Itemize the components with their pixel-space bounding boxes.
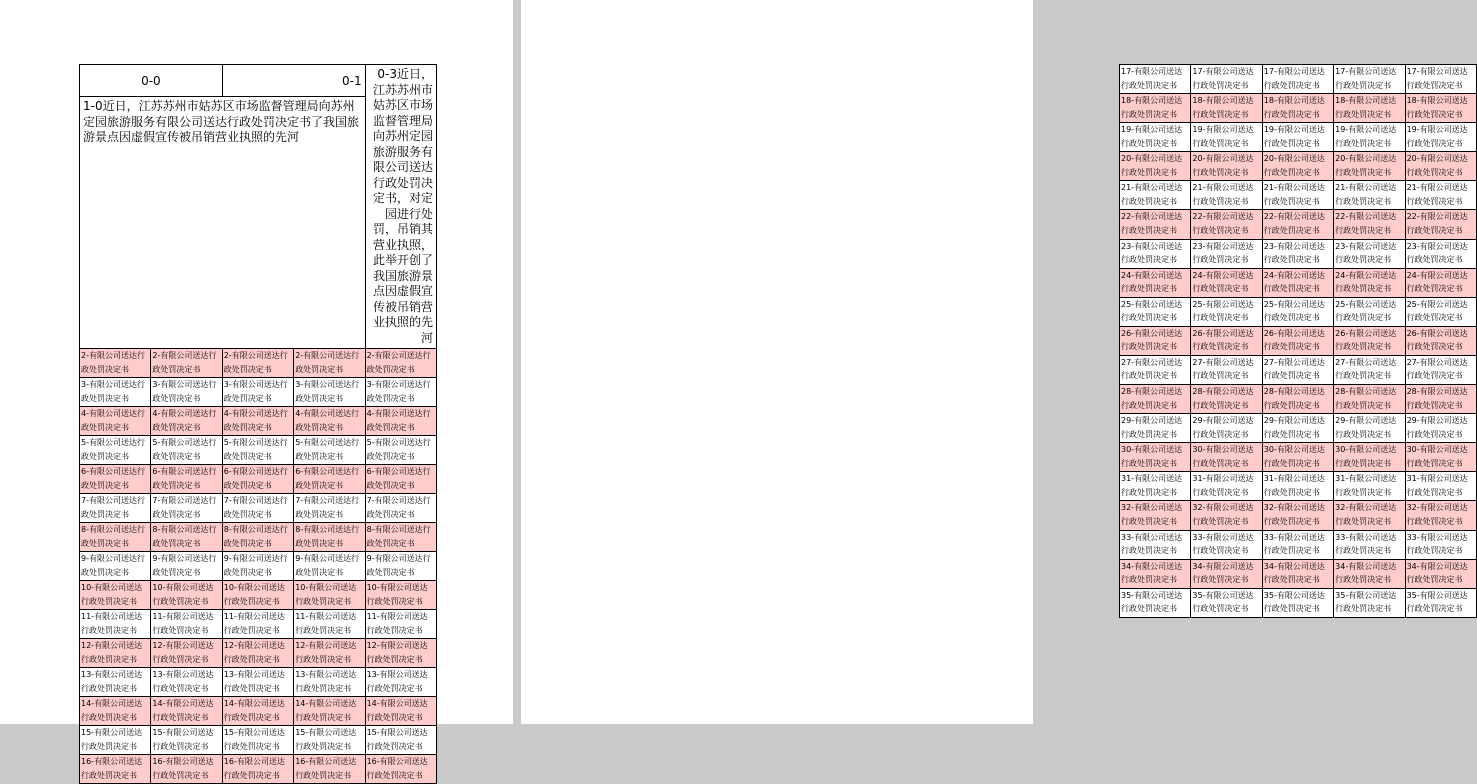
table-row	[80, 755, 437, 784]
table-cell[interactable]: 7-有限公司送达行政处罚决定书	[365, 494, 436, 523]
table-cell[interactable]: 32-有限公司送达行政处罚决定书	[1405, 501, 1476, 530]
table-cell[interactable]: 13-有限公司送达行政处罚决定书	[80, 668, 151, 697]
table-row	[80, 436, 437, 465]
table-cell[interactable]: 35-有限公司送达行政处罚决定书	[1191, 588, 1262, 617]
table-cell[interactable]: 14-有限公司送达行政处罚决定书	[365, 697, 436, 726]
table-row	[1120, 181, 1477, 210]
table-row	[1120, 443, 1477, 472]
table-cell[interactable]: 20-有限公司送达行政处罚决定书	[1262, 152, 1333, 181]
table-cell[interactable]: 6-有限公司送达行政处罚决定书	[151, 465, 222, 494]
table-row	[1120, 268, 1477, 297]
table-cell[interactable]: 26-有限公司送达行政处罚决定书	[1334, 326, 1405, 355]
table-cell[interactable]: 31-有限公司送达行政处罚决定书	[1120, 472, 1191, 501]
table-cell[interactable]: 30-有限公司送达行政处罚决定书	[1262, 443, 1333, 472]
table-row	[80, 552, 437, 581]
table-cell[interactable]: 13-有限公司送达行政处罚决定书	[294, 668, 365, 697]
table-row	[1120, 297, 1477, 326]
table-cell[interactable]: 16-有限公司送达行政处罚决定书	[151, 755, 222, 784]
table-cell[interactable]: 15-有限公司送达行政处罚决定书	[365, 726, 436, 755]
table-cell[interactable]: 9-有限公司送达行政处罚决定书	[80, 552, 151, 581]
table-cell[interactable]: 34-有限公司送达行政处罚决定书	[1334, 559, 1405, 588]
table-cell[interactable]: 33-有限公司送达行政处罚决定书	[1191, 530, 1262, 559]
table-cell[interactable]: 24-有限公司送达行政处罚决定书	[1405, 268, 1476, 297]
table-cell[interactable]: 14-有限公司送达行政处罚决定书	[80, 697, 151, 726]
table-cell[interactable]: 33-有限公司送达行政处罚决定书	[1334, 530, 1405, 559]
table-cell[interactable]: 3-有限公司送达行政处罚决定书	[365, 378, 436, 407]
table-cell[interactable]: 19-有限公司送达行政处罚决定书	[1334, 123, 1405, 152]
print-page-2	[521, 0, 1468, 724]
table-cell[interactable]: 20-有限公司送达行政处罚决定书	[1191, 152, 1262, 181]
table-cell[interactable]: 7-有限公司送达行政处罚决定书	[151, 494, 222, 523]
table-cell[interactable]: 21-有限公司送达行政处罚决定书	[1262, 181, 1333, 210]
table-cell[interactable]: 19-有限公司送达行政处罚决定书	[1191, 123, 1262, 152]
table-cell[interactable]: 4-有限公司送达行政处罚决定书	[222, 407, 293, 436]
table-cell[interactable]: 20-有限公司送达行政处罚决定书	[1334, 152, 1405, 181]
table-cell[interactable]: 7-有限公司送达行政处罚决定书	[294, 494, 365, 523]
table-row	[1120, 239, 1477, 268]
table-cell[interactable]: 22-有限公司送达行政处罚决定书	[1334, 210, 1405, 239]
table-cell[interactable]: 20-有限公司送达行政处罚决定书	[1405, 152, 1476, 181]
table-cell[interactable]: 31-有限公司送达行政处罚决定书	[1334, 472, 1405, 501]
table-row	[80, 668, 437, 697]
table-cell[interactable]: 24-有限公司送达行政处罚决定书	[1120, 268, 1191, 297]
table-cell[interactable]: 22-有限公司送达行政处罚决定书	[1120, 210, 1191, 239]
table-cell[interactable]: 34-有限公司送达行政处罚决定书	[1120, 559, 1191, 588]
table-row	[80, 726, 437, 755]
table-cell[interactable]: 16-有限公司送达行政处罚决定书	[222, 755, 293, 784]
table-cell[interactable]: 12-有限公司送达行政处罚决定书	[80, 639, 151, 668]
table-cell[interactable]: 8-有限公司送达行政处罚决定书	[222, 523, 293, 552]
table-cell[interactable]: 35-有限公司送达行政处罚决定书	[1120, 588, 1191, 617]
table-cell[interactable]: 2-有限公司送达行政处罚决定书	[222, 349, 293, 378]
table-cell[interactable]: 12-有限公司送达行政处罚决定书	[222, 639, 293, 668]
table-cell[interactable]: 28-有限公司送达行政处罚决定书	[1334, 385, 1405, 414]
table-cell[interactable]: 25-有限公司送达行政处罚决定书	[1120, 297, 1191, 326]
table-cell[interactable]: 3-有限公司送达行政处罚决定书	[222, 378, 293, 407]
table-cell[interactable]: 16-有限公司送达行政处罚决定书	[294, 755, 365, 784]
table-row	[80, 407, 437, 436]
table-cell[interactable]: 28-有限公司送达行政处罚决定书	[1120, 385, 1191, 414]
table-cell[interactable]: 27-有限公司送达行政处罚决定书	[1191, 355, 1262, 384]
table-cell[interactable]: 24-有限公司送达行政处罚决定书	[1334, 268, 1405, 297]
table-cell[interactable]: 23-有限公司送达行政处罚决定书	[1405, 239, 1476, 268]
table-row	[1120, 588, 1477, 617]
table-cell[interactable]: 14-有限公司送达行政处罚决定书	[151, 697, 222, 726]
table-cell[interactable]: 25-有限公司送达行政处罚决定书	[1334, 297, 1405, 326]
table-cell[interactable]: 10-有限公司送达行政处罚决定书	[80, 581, 151, 610]
table-cell[interactable]: 19-有限公司送达行政处罚决定书	[1262, 123, 1333, 152]
table-cell[interactable]: 22-有限公司送达行政处罚决定书	[1262, 210, 1333, 239]
table-cell[interactable]: 7-有限公司送达行政处罚决定书	[80, 494, 151, 523]
table-cell[interactable]: 29-有限公司送达行政处罚决定书	[1191, 414, 1262, 443]
table-cell[interactable]: 26-有限公司送达行政处罚决定书	[1405, 326, 1476, 355]
table-cell[interactable]: 29-有限公司送达行政处罚决定书	[1334, 414, 1405, 443]
table-cell[interactable]: 4-有限公司送达行政处罚决定书	[294, 407, 365, 436]
table-row	[80, 465, 437, 494]
table-cell[interactable]: 24-有限公司送达行政处罚决定书	[1191, 268, 1262, 297]
table-cell[interactable]: 2-有限公司送达行政处罚决定书	[80, 349, 151, 378]
table-cell[interactable]: 14-有限公司送达行政处罚决定书	[222, 697, 293, 726]
table-cell[interactable]: 18-有限公司送达行政处罚决定书	[1120, 94, 1191, 123]
table-row	[80, 697, 437, 726]
table-cell[interactable]: 32-有限公司送达行政处罚决定书	[1262, 501, 1333, 530]
table-cell[interactable]: 25-有限公司送达行政处罚决定书	[1191, 297, 1262, 326]
table-row	[1120, 472, 1477, 501]
table-cell[interactable]: 11-有限公司送达行政处罚决定书	[222, 610, 293, 639]
table-cell[interactable]: 16-有限公司送达行政处罚决定书	[365, 755, 436, 784]
table-cell[interactable]: 15-有限公司送达行政处罚决定书	[151, 726, 222, 755]
table-cell[interactable]: 30-有限公司送达行政处罚决定书	[1334, 443, 1405, 472]
table-cell[interactable]: 23-有限公司送达行政处罚决定书	[1334, 239, 1405, 268]
table-cell[interactable]: 16-有限公司送达行政处罚决定书	[80, 755, 151, 784]
table-row	[1120, 385, 1477, 414]
table-row	[1120, 501, 1477, 530]
header-row	[80, 65, 437, 97]
table-cell[interactable]: 6-有限公司送达行政处罚决定书	[365, 465, 436, 494]
header-cell-0-1[interactable]: 0-1	[222, 65, 365, 97]
table-row	[80, 581, 437, 610]
table-cell[interactable]: 4-有限公司送达行政处罚决定书	[151, 407, 222, 436]
table-cell[interactable]: 26-有限公司送达行政处罚决定书	[1120, 326, 1191, 355]
table-cell[interactable]: 21-有限公司送达行政处罚决定书	[1405, 181, 1476, 210]
table-cell[interactable]: 18-有限公司送达行政处罚决定书	[1405, 94, 1476, 123]
table-cell[interactable]: 21-有限公司送达行政处罚决定书	[1120, 181, 1191, 210]
table-cell[interactable]: 5-有限公司送达行政处罚决定书	[365, 436, 436, 465]
table-row	[1120, 94, 1477, 123]
table-cell[interactable]: 15-有限公司送达行政处罚决定书	[294, 726, 365, 755]
merged-cell-0-3[interactable]: 0-3近日，江苏苏州市姑苏区市场监督管理局向苏州定园旅游服务有限公司送达行政处罚决定书，对定园进行处罚，吊销其营业执照，此举开创了我国旅游景点因虚假宣传被吊销营业执照的先河	[365, 65, 436, 349]
table-cell[interactable]: 17-有限公司送达行政处罚决定书	[1334, 65, 1405, 94]
table-row	[1120, 123, 1477, 152]
table-cell[interactable]: 11-有限公司送达行政处罚决定书	[365, 610, 436, 639]
table-cell[interactable]: 9-有限公司送达行政处罚决定书	[365, 552, 436, 581]
table-cell[interactable]: 28-有限公司送达行政处罚决定书	[1262, 385, 1333, 414]
table-cell[interactable]: 35-有限公司送达行政处罚决定书	[1334, 588, 1405, 617]
table-cell[interactable]: 10-有限公司送达行政处罚决定书	[294, 581, 365, 610]
page-gap	[513, 0, 521, 724]
table-cell[interactable]: 6-有限公司送达行政处罚决定书	[294, 465, 365, 494]
table-cell[interactable]: 8-有限公司送达行政处罚决定书	[365, 523, 436, 552]
table-cell[interactable]: 28-有限公司送达行政处罚决定书	[1405, 385, 1476, 414]
table-cell[interactable]: 6-有限公司送达行政处罚决定书	[222, 465, 293, 494]
table-cell[interactable]: 30-有限公司送达行政处罚决定书	[1191, 443, 1262, 472]
table-cell[interactable]: 33-有限公司送达行政处罚决定书	[1120, 530, 1191, 559]
table-cell[interactable]: 5-有限公司送达行政处罚决定书	[151, 436, 222, 465]
table-cell[interactable]: 21-有限公司送达行政处罚决定书	[1191, 181, 1262, 210]
table-cell[interactable]: 15-有限公司送达行政处罚决定书	[222, 726, 293, 755]
table-row	[80, 610, 437, 639]
header-cell-0-0[interactable]: 0-0	[80, 65, 223, 97]
table-cell[interactable]: 27-有限公司送达行政处罚决定书	[1334, 355, 1405, 384]
table-row	[1120, 530, 1477, 559]
table-cell[interactable]: 34-有限公司送达行政处罚决定书	[1262, 559, 1333, 588]
table-cell[interactable]: 10-有限公司送达行政处罚决定书	[222, 581, 293, 610]
table-cell[interactable]: 34-有限公司送达行政处罚决定书	[1405, 559, 1476, 588]
sheet-table-page-2	[1119, 64, 1477, 618]
table-cell[interactable]: 35-有限公司送达行政处罚决定书	[1405, 588, 1476, 617]
table-cell[interactable]: 26-有限公司送达行政处罚决定书	[1191, 326, 1262, 355]
table-cell[interactable]: 23-有限公司送达行政处罚决定书	[1191, 239, 1262, 268]
table-cell[interactable]: 19-有限公司送达行政处罚决定书	[1405, 123, 1476, 152]
table-cell[interactable]: 5-有限公司送达行政处罚决定书	[80, 436, 151, 465]
table-cell[interactable]: 30-有限公司送达行政处罚决定书	[1405, 443, 1476, 472]
table-row	[1120, 559, 1477, 588]
table-cell[interactable]: 32-有限公司送达行政处罚决定书	[1334, 501, 1405, 530]
table-cell[interactable]: 18-有限公司送达行政处罚决定书	[1191, 94, 1262, 123]
table-cell[interactable]: 13-有限公司送达行政处罚决定书	[222, 668, 293, 697]
table-cell[interactable]: 8-有限公司送达行政处罚决定书	[294, 523, 365, 552]
table-cell[interactable]: 35-有限公司送达行政处罚决定书	[1262, 588, 1333, 617]
table-cell[interactable]: 30-有限公司送达行政处罚决定书	[1120, 443, 1191, 472]
table-cell[interactable]: 22-有限公司送达行政处罚决定书	[1405, 210, 1476, 239]
table-cell[interactable]: 29-有限公司送达行政处罚决定书	[1262, 414, 1333, 443]
table-row	[80, 349, 437, 378]
table-cell[interactable]: 9-有限公司送达行政处罚决定书	[294, 552, 365, 581]
table-cell[interactable]: 34-有限公司送达行政处罚决定书	[1191, 559, 1262, 588]
table-cell[interactable]: 24-有限公司送达行政处罚决定书	[1262, 268, 1333, 297]
table-cell[interactable]: 9-有限公司送达行政处罚决定书	[222, 552, 293, 581]
table-cell[interactable]: 5-有限公司送达行政处罚决定书	[222, 436, 293, 465]
table-cell[interactable]: 11-有限公司送达行政处罚决定书	[294, 610, 365, 639]
table-cell[interactable]: 33-有限公司送达行政处罚决定书	[1262, 530, 1333, 559]
table-cell[interactable]: 8-有限公司送达行政处罚决定书	[151, 523, 222, 552]
table-cell[interactable]: 9-有限公司送达行政处罚决定书	[151, 552, 222, 581]
table-cell[interactable]: 4-有限公司送达行政处罚决定书	[80, 407, 151, 436]
table-row	[1120, 326, 1477, 355]
table-row	[1120, 355, 1477, 384]
table-cell[interactable]: 28-有限公司送达行政处罚决定书	[1191, 385, 1262, 414]
table-cell[interactable]: 3-有限公司送达行政处罚决定书	[294, 378, 365, 407]
table-cell[interactable]: 31-有限公司送达行政处罚决定书	[1262, 472, 1333, 501]
table-cell[interactable]: 32-有限公司送达行政处罚决定书	[1191, 501, 1262, 530]
table-cell[interactable]: 2-有限公司送达行政处罚决定书	[151, 349, 222, 378]
table-cell[interactable]: 23-有限公司送达行政处罚决定书	[1120, 239, 1191, 268]
table-cell[interactable]: 25-有限公司送达行政处罚决定书	[1405, 297, 1476, 326]
table-cell[interactable]: 11-有限公司送达行政处罚决定书	[151, 610, 222, 639]
merged-cell-1-0[interactable]: 1-0近日，江苏苏州市姑苏区市场监督管理局向苏州定园旅游服务有限公司送达行政处罚决定书了我国旅游景点因虚假宣传被吊销营业执照的先河	[80, 97, 366, 349]
table-cell[interactable]: 3-有限公司送达行政处罚决定书	[80, 378, 151, 407]
table-cell[interactable]: 31-有限公司送达行政处罚决定书	[1191, 472, 1262, 501]
table-row	[80, 378, 437, 407]
table-cell[interactable]: 20-有限公司送达行政处罚决定书	[1120, 152, 1191, 181]
table-cell[interactable]: 5-有限公司送达行政处罚决定书	[294, 436, 365, 465]
table-cell[interactable]: 27-有限公司送达行政处罚决定书	[1262, 355, 1333, 384]
table-cell[interactable]: 14-有限公司送达行政处罚决定书	[294, 697, 365, 726]
table-cell[interactable]: 2-有限公司送达行政处罚决定书	[294, 349, 365, 378]
table-cell[interactable]: 21-有限公司送达行政处罚决定书	[1334, 181, 1405, 210]
table-cell[interactable]: 29-有限公司送达行政处罚决定书	[1405, 414, 1476, 443]
table-cell[interactable]: 31-有限公司送达行政处罚决定书	[1405, 472, 1476, 501]
table-cell[interactable]: 29-有限公司送达行政处罚决定书	[1120, 414, 1191, 443]
table-cell[interactable]: 18-有限公司送达行政处罚决定书	[1334, 94, 1405, 123]
table-cell[interactable]: 10-有限公司送达行政处罚决定书	[151, 581, 222, 610]
table-cell[interactable]: 2-有限公司送达行政处罚决定书	[365, 349, 436, 378]
table-row	[1120, 210, 1477, 239]
table-cell[interactable]: 23-有限公司送达行政处罚决定书	[1262, 239, 1333, 268]
table-cell[interactable]: 15-有限公司送达行政处罚决定书	[80, 726, 151, 755]
table-cell[interactable]: 18-有限公司送达行政处罚决定书	[1262, 94, 1333, 123]
table-cell[interactable]: 17-有限公司送达行政处罚决定书	[1262, 65, 1333, 94]
table-cell[interactable]: 6-有限公司送达行政处罚决定书	[80, 465, 151, 494]
print-page-1	[0, 0, 513, 780]
table-cell[interactable]: 12-有限公司送达行政处罚决定书	[151, 639, 222, 668]
table-cell[interactable]: 3-有限公司送达行政处罚决定书	[151, 378, 222, 407]
table-cell[interactable]: 13-有限公司送达行政处罚决定书	[151, 668, 222, 697]
table-cell[interactable]: 22-有限公司送达行政处罚决定书	[1191, 210, 1262, 239]
table-cell[interactable]: 12-有限公司送达行政处罚决定书	[365, 639, 436, 668]
table-row	[1120, 65, 1477, 94]
table-cell[interactable]: 10-有限公司送达行政处罚决定书	[365, 581, 436, 610]
table-cell[interactable]: 27-有限公司送达行政处罚决定书	[1405, 355, 1476, 384]
table-cell[interactable]: 32-有限公司送达行政处罚决定书	[1120, 501, 1191, 530]
table-cell[interactable]: 19-有限公司送达行政处罚决定书	[1120, 123, 1191, 152]
table-cell[interactable]: 17-有限公司送达行政处罚决定书	[1120, 65, 1191, 94]
table-cell[interactable]: 13-有限公司送达行政处罚决定书	[365, 668, 436, 697]
table-cell[interactable]: 7-有限公司送达行政处罚决定书	[222, 494, 293, 523]
table-cell[interactable]: 17-有限公司送达行政处罚决定书	[1191, 65, 1262, 94]
table-cell[interactable]: 4-有限公司送达行政处罚决定书	[365, 407, 436, 436]
table-cell[interactable]: 26-有限公司送达行政处罚决定书	[1262, 326, 1333, 355]
table-row	[80, 639, 437, 668]
table-row	[1120, 414, 1477, 443]
table-cell[interactable]: 17-有限公司送达行政处罚决定书	[1405, 65, 1476, 94]
table-cell[interactable]: 33-有限公司送达行政处罚决定书	[1405, 530, 1476, 559]
table-row	[80, 494, 437, 523]
table-cell[interactable]: 12-有限公司送达行政处罚决定书	[294, 639, 365, 668]
table-row	[1120, 152, 1477, 181]
table-cell[interactable]: 11-有限公司送达行政处罚决定书	[80, 610, 151, 639]
table-cell[interactable]: 25-有限公司送达行政处罚决定书	[1262, 297, 1333, 326]
table-cell[interactable]: 27-有限公司送达行政处罚决定书	[1120, 355, 1191, 384]
table-row	[80, 523, 437, 552]
table-cell[interactable]: 8-有限公司送达行政处罚决定书	[80, 523, 151, 552]
sheet-table-page-1	[79, 64, 437, 784]
